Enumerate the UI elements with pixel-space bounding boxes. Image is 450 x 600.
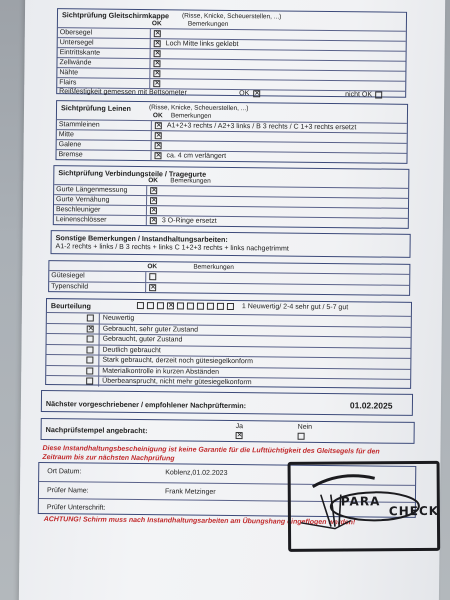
ok-checkbox[interactable]: ✕	[155, 132, 162, 140]
scale-checkbox[interactable]	[217, 303, 224, 310]
tear-notok-label: nicht OK	[345, 91, 373, 99]
inspection-form	[19, 0, 445, 600]
ort-label: Ort Datum:	[47, 468, 82, 476]
section-naechster	[41, 390, 413, 416]
form-row	[49, 281, 409, 296]
ok-checkbox[interactable]: ✕	[150, 207, 157, 215]
condition-label: Überbeansprucht, nicht mehr gütesiegelkonform	[102, 377, 252, 387]
ok-checkbox[interactable]: ✕	[154, 80, 161, 88]
ok-checkbox[interactable]	[149, 273, 156, 280]
row-label: Eintrittskante	[59, 49, 101, 57]
row-label: Bremse	[58, 151, 83, 159]
section-title: Beurteilung	[50, 301, 91, 311]
scale-checkbox[interactable]	[177, 302, 184, 309]
section-verbindung	[53, 165, 410, 229]
condition-checkbox[interactable]	[87, 335, 94, 342]
remarks-header: Bemerkungen	[170, 112, 212, 120]
section-title: Sichtprüfung Verbindungsteile / Tragegurte	[58, 168, 207, 179]
remarks-header: Bemerkungen	[170, 177, 211, 185]
section-title: Sichtprüfung Leinen	[60, 103, 131, 113]
condition-checkbox[interactable]	[87, 314, 94, 321]
pruefer-value: Frank Metzinger	[164, 488, 216, 496]
row-label: Beschleuniger	[55, 206, 101, 214]
row-label: Typenschild	[51, 283, 89, 291]
section-sonstige	[50, 230, 410, 258]
ok-header: OK	[147, 263, 158, 271]
ja-checkbox[interactable]: ✕	[236, 432, 243, 440]
next-check-date: 01.02.2025	[349, 400, 393, 411]
section-note: (Risse, Knicke, Scheuerstellen, ...)	[148, 104, 249, 113]
row-remark: A1+2+3 rechts / A2+3 links / B 3 rechts / C 1+3 rechts ersetzt	[166, 122, 357, 132]
condition-label: Materialkontrolle in kurzen Abständen	[102, 367, 220, 376]
scale-boxes	[137, 302, 257, 312]
ok-header: OK	[151, 20, 162, 28]
remarks-header: Bemerkungen	[187, 20, 229, 28]
section-note: (Risse, Knicke, Scheuerstellen, ...)	[181, 12, 282, 21]
row-label: Leinenschlösser	[55, 216, 107, 224]
ok-header: OK	[148, 177, 159, 185]
ok-checkbox[interactable]: ✕	[150, 284, 157, 292]
scale-checkbox[interactable]	[197, 303, 204, 310]
scale-checkbox[interactable]	[147, 302, 154, 309]
scale-checkbox[interactable]	[137, 302, 144, 309]
tear-notok-checkbox[interactable]	[375, 91, 382, 98]
ja-label: Ja	[235, 423, 244, 431]
row-label: Untersegel	[59, 39, 94, 47]
condition-checkbox[interactable]	[86, 356, 93, 363]
condition-label: Gebraucht, sehr guter Zustand	[102, 325, 199, 334]
ok-checkbox[interactable]: ✕	[151, 187, 158, 195]
condition-checkbox[interactable]	[86, 367, 93, 374]
ok-checkbox[interactable]: ✕	[155, 122, 162, 130]
ort-value: Koblenz,01.02.2023	[165, 469, 228, 477]
ok-checkbox[interactable]: ✕	[154, 70, 161, 78]
scale-checkbox[interactable]	[227, 303, 234, 310]
next-check-label: Nächster vorgeschriebener / empfohlener Nachprüftermin:	[45, 399, 247, 411]
section-siegel	[48, 260, 410, 296]
unterschrift-label: Prüfer Unterschrift:	[46, 504, 106, 512]
row-label: Gütesiegel	[51, 272, 85, 280]
condition-checkbox[interactable]	[86, 377, 93, 384]
condition-label: Deutlich gebraucht	[102, 346, 161, 354]
scale-checkbox[interactable]: ✕	[167, 302, 174, 310]
ok-header: OK	[152, 112, 163, 120]
section-kappe	[56, 8, 407, 98]
condition-label: Gebraucht, guter Zustand	[102, 335, 183, 344]
inspection-stamp	[288, 461, 441, 552]
scale-checkbox[interactable]	[207, 303, 214, 310]
ok-checkbox[interactable]: ✕	[154, 30, 161, 38]
remarks-header: Bemerkungen	[193, 263, 234, 272]
tear-ok-checkbox[interactable]: ✕	[254, 90, 261, 98]
warning-text: ACHTUNG! Schirm muss nach Instandhaltungsarbeiten am Übungshang eingeflogen werden!	[43, 516, 356, 527]
section-title: Sichtprüfung Gleitschirmkappe	[61, 10, 170, 21]
row-label: Obersegel	[59, 29, 93, 37]
nein-checkbox[interactable]	[298, 433, 305, 440]
section-stempel	[41, 418, 415, 444]
row-label: Mitte	[58, 131, 74, 139]
condition-checkbox[interactable]	[86, 346, 93, 353]
condition-label: Stark gebraucht, derzeit noch gütesiegelkonform	[102, 356, 254, 366]
row-label: Gurte Längenmessung	[56, 186, 128, 194]
ok-checkbox[interactable]: ✕	[154, 60, 161, 68]
scale-checkbox[interactable]	[187, 303, 194, 310]
section-title: Sonstige Bemerkungen / Instandhaltungsarbeiten:	[55, 233, 228, 244]
row-remark: Loch Mitte links geklebt	[165, 40, 239, 49]
stamp-brand-a: PARA	[340, 494, 381, 509]
row-label: Galene	[58, 141, 82, 149]
row-label: Zellwände	[59, 59, 92, 67]
row-label: Nähte	[59, 69, 79, 77]
stamp-attached-label: Nachprüfstempel angebracht:	[45, 425, 148, 436]
row-label: Stammleinen	[58, 121, 100, 129]
row-label: Flairs	[59, 79, 77, 87]
row-remark: 3 O-Ringe ersetzt	[161, 217, 217, 225]
pruefer-label: Prüfer Name:	[46, 487, 89, 495]
ok-checkbox[interactable]: ✕	[155, 152, 162, 160]
tear-ok-label: OK	[239, 90, 250, 98]
ok-checkbox[interactable]: ✕	[154, 40, 161, 48]
row-label: Gurte Vernähung	[56, 196, 110, 204]
ok-checkbox[interactable]: ✕	[154, 50, 161, 58]
sonstige-text: A1-2 rechts + links / B 3 rechts + links C 1+2+3 rechts + links nachgetrimmt	[55, 243, 289, 253]
section-leinen	[55, 100, 408, 164]
section-beurteilung	[45, 298, 412, 389]
disclaimer: Diese Instandhaltungsbescheinigung ist keine Garantie für die Lufttüchtigkeit des Gleitsegels für den Zeitraum bis zur nächsten Nachprüfung	[42, 445, 380, 463]
scale-note: 1 Neuwertig/ 2-4 sehr gut / 5-7 gut	[241, 303, 349, 312]
ok-checkbox[interactable]: ✕	[150, 217, 157, 225]
condition-checkbox[interactable]: ✕	[87, 324, 94, 333]
scale-checkbox[interactable]	[157, 302, 164, 309]
nein-label: Nein	[297, 423, 313, 431]
tear-strength-label: Reißfestigkeit gemessen mit Bettsometer	[59, 88, 187, 97]
ok-checkbox[interactable]: ✕	[155, 142, 162, 150]
condition-label: Neuwertig	[102, 314, 135, 322]
stamp-brand-b: CHECK	[388, 503, 440, 519]
row-remark: ca. 4 cm verlängert	[166, 152, 227, 160]
ok-checkbox[interactable]: ✕	[151, 197, 157, 205]
